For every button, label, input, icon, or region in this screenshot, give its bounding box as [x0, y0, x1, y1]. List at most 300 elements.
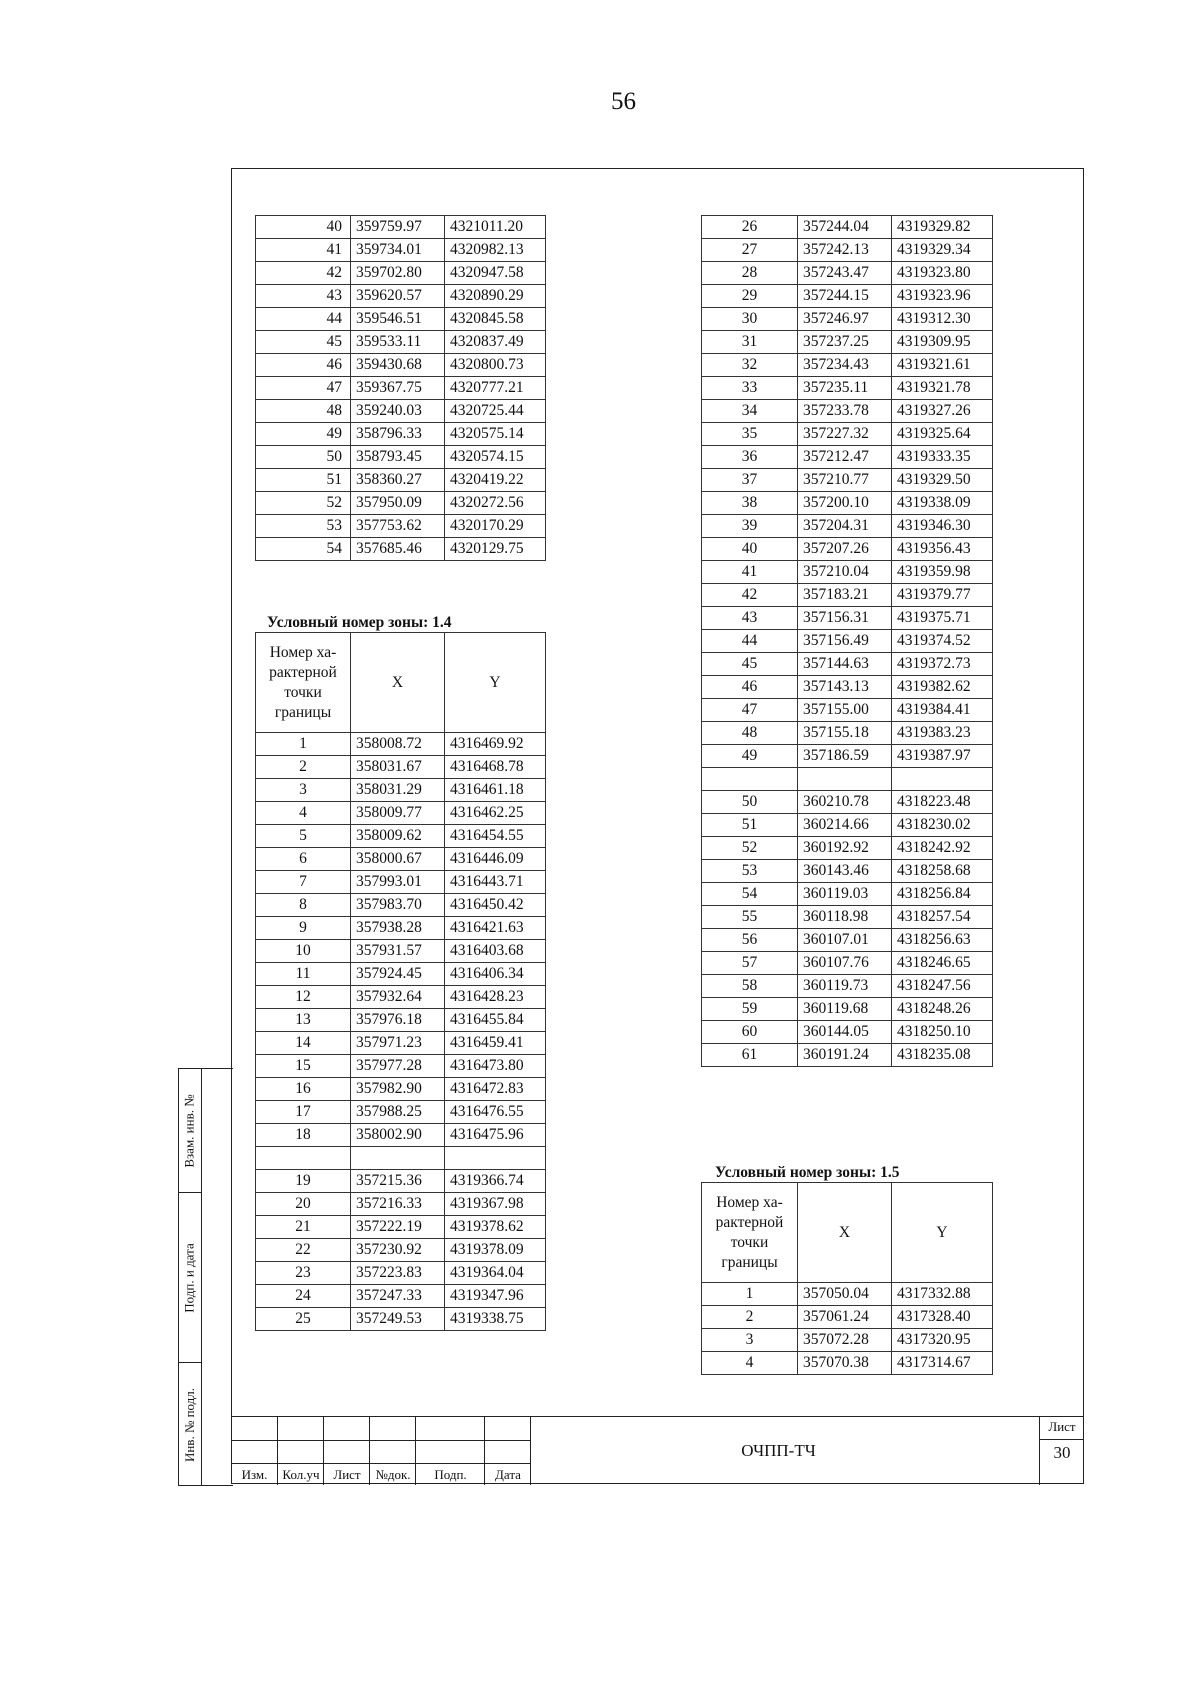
point-number-cell: 49 — [256, 423, 351, 446]
y-coordinate-cell: 4318235.08 — [892, 1044, 993, 1067]
x-coordinate-cell: 357183.21 — [798, 584, 892, 607]
y-coordinate-cell: 4318256.63 — [892, 929, 993, 952]
coordinates-table-right — [701, 215, 993, 1067]
y-coordinate-cell: 4318230.02 — [892, 814, 993, 837]
point-number-cell: 56 — [702, 929, 798, 952]
x-coordinate-cell: 358031.67 — [351, 756, 445, 779]
table-row — [256, 1009, 546, 1032]
y-coordinate-cell: 4320982.13 — [445, 239, 546, 262]
table-row — [256, 1285, 546, 1308]
sheet-number: 30 — [1053, 1443, 1071, 1462]
table-row — [702, 1352, 993, 1375]
x-coordinate-cell: 357993.01 — [351, 871, 445, 894]
tb-col-data: Дата — [485, 1417, 531, 1485]
zone-1-4-title: Условный номер зоны: 1.4 — [267, 614, 452, 631]
x-coordinate-cell: 357210.04 — [798, 561, 892, 584]
x-coordinate-cell: 357233.78 — [798, 400, 892, 423]
point-number-cell: 60 — [702, 1021, 798, 1044]
point-number-cell: 26 — [702, 216, 798, 239]
table-row — [256, 1032, 546, 1055]
point-number-cell: 40 — [256, 216, 351, 239]
table-row — [702, 469, 993, 492]
y-coordinate-cell: 4316443.71 — [445, 871, 546, 894]
x-coordinate-cell: 357931.57 — [351, 940, 445, 963]
y-coordinate-cell: 4319383.23 — [892, 722, 993, 745]
x-coordinate-cell: 357924.45 — [351, 963, 445, 986]
table-row — [702, 630, 993, 653]
table-row — [256, 262, 546, 285]
table-row — [256, 400, 546, 423]
table-row — [702, 377, 993, 400]
table-row — [256, 469, 546, 492]
point-number-cell: 45 — [256, 331, 351, 354]
x-coordinate-cell — [798, 768, 892, 791]
document-code: ОЧПП-ТЧ — [741, 1441, 816, 1460]
point-number-cell: 2 — [256, 756, 351, 779]
x-coordinate-cell: 357938.28 — [351, 917, 445, 940]
point-number-cell: 27 — [702, 239, 798, 262]
x-coordinate-cell: 357227.32 — [798, 423, 892, 446]
x-coordinate-cell: 357247.33 — [351, 1285, 445, 1308]
table-row — [256, 239, 546, 262]
title-block — [231, 1416, 1084, 1485]
table-row — [702, 676, 993, 699]
point-number-cell: 40 — [702, 538, 798, 561]
y-coordinate-cell: 4316476.55 — [445, 1101, 546, 1124]
table-row — [702, 883, 993, 906]
tb-col-list: Лист — [324, 1417, 370, 1485]
x-coordinate-cell: 360214.66 — [798, 814, 892, 837]
point-number-cell: 34 — [702, 400, 798, 423]
point-number-cell: 54 — [702, 883, 798, 906]
table-row — [256, 1308, 546, 1331]
y-coordinate-cell: 4316472.83 — [445, 1078, 546, 1101]
table-row — [256, 515, 546, 538]
point-number-cell: 46 — [256, 354, 351, 377]
point-number-cell: 61 — [702, 1044, 798, 1067]
x-coordinate-cell: 357207.26 — [798, 538, 892, 561]
y-coordinate-cell: 4319364.04 — [445, 1262, 546, 1285]
table-row — [702, 239, 993, 262]
table-row — [702, 699, 993, 722]
table-row — [256, 492, 546, 515]
x-coordinate-cell — [351, 1147, 445, 1170]
point-number-cell: 21 — [256, 1216, 351, 1239]
point-number-cell: 3 — [702, 1329, 798, 1352]
table-row — [702, 492, 993, 515]
point-number-cell: 36 — [702, 446, 798, 469]
x-coordinate-cell: 357156.49 — [798, 630, 892, 653]
point-number-cell: 42 — [256, 262, 351, 285]
y-coordinate-cell: 4317332.88 — [892, 1283, 993, 1306]
y-coordinate-cell: 4316459.41 — [445, 1032, 546, 1055]
y-coordinate-cell: 4317320.95 — [892, 1329, 993, 1352]
table-row — [256, 354, 546, 377]
x-coordinate-cell: 357072.28 — [798, 1329, 892, 1352]
y-coordinate-cell: 4320947.58 — [445, 262, 546, 285]
y-coordinate-cell: 4316455.84 — [445, 1009, 546, 1032]
point-number-cell: 55 — [702, 906, 798, 929]
x-coordinate-cell: 357143.13 — [798, 676, 892, 699]
x-coordinate-cell: 357246.97 — [798, 308, 892, 331]
x-coordinate-cell: 357234.43 — [798, 354, 892, 377]
side-stamp — [178, 1068, 233, 1486]
tb-col-ndok: №док. — [370, 1417, 416, 1485]
y-coordinate-cell: 4319384.41 — [892, 699, 993, 722]
header-y: Y — [892, 1183, 993, 1283]
table-row — [702, 768, 993, 791]
point-number-cell: 24 — [256, 1285, 351, 1308]
x-coordinate-cell: 357050.04 — [798, 1283, 892, 1306]
table-row — [702, 860, 993, 883]
point-number-cell: 39 — [702, 515, 798, 538]
x-coordinate-cell: 357212.47 — [798, 446, 892, 469]
coordinates-table-left-top — [255, 215, 546, 561]
table-row — [702, 400, 993, 423]
point-number-cell: 47 — [256, 377, 351, 400]
x-coordinate-cell: 359759.97 — [351, 216, 445, 239]
point-number-cell: 51 — [702, 814, 798, 837]
x-coordinate-cell: 359620.57 — [351, 285, 445, 308]
table-row — [702, 1283, 993, 1306]
y-coordinate-cell: 4316446.09 — [445, 848, 546, 871]
x-coordinate-cell: 357982.90 — [351, 1078, 445, 1101]
table-row — [702, 791, 993, 814]
point-number-cell: 3 — [256, 779, 351, 802]
point-number-cell: 1 — [256, 733, 351, 756]
point-number-cell: 52 — [702, 837, 798, 860]
y-coordinate-cell: 4320129.75 — [445, 538, 546, 561]
table-row — [702, 653, 993, 676]
y-coordinate-cell: 4319382.62 — [892, 676, 993, 699]
table-row — [702, 814, 993, 837]
x-coordinate-cell: 357237.25 — [798, 331, 892, 354]
x-coordinate-cell: 360107.76 — [798, 952, 892, 975]
point-number-cell: 47 — [702, 699, 798, 722]
y-coordinate-cell: 4316406.34 — [445, 963, 546, 986]
zone-1-5-title: Условный номер зоны: 1.5 — [715, 1164, 900, 1181]
point-number-cell: 22 — [256, 1239, 351, 1262]
x-coordinate-cell: 357061.24 — [798, 1306, 892, 1329]
y-coordinate-cell: 4320419.22 — [445, 469, 546, 492]
y-coordinate-cell: 4319321.61 — [892, 354, 993, 377]
x-coordinate-cell: 357144.63 — [798, 653, 892, 676]
y-coordinate-cell: 4319338.09 — [892, 492, 993, 515]
table-row — [702, 1021, 993, 1044]
x-coordinate-cell: 359702.80 — [351, 262, 445, 285]
point-number-cell: 12 — [256, 986, 351, 1009]
y-coordinate-cell: 4317328.40 — [892, 1306, 993, 1329]
point-number-cell: 32 — [702, 354, 798, 377]
y-coordinate-cell — [892, 768, 993, 791]
header-x: X — [351, 633, 445, 733]
point-number-cell: 1 — [702, 1283, 798, 1306]
y-coordinate-cell: 4319387.97 — [892, 745, 993, 768]
y-coordinate-cell: 4319372.73 — [892, 653, 993, 676]
x-coordinate-cell: 357244.04 — [798, 216, 892, 239]
table-row — [702, 1044, 993, 1067]
point-number-cell: 14 — [256, 1032, 351, 1055]
point-number-cell: 13 — [256, 1009, 351, 1032]
x-coordinate-cell: 357204.31 — [798, 515, 892, 538]
x-coordinate-cell: 357988.25 — [351, 1101, 445, 1124]
y-coordinate-cell: 4320272.56 — [445, 492, 546, 515]
header-y: Y — [445, 633, 546, 733]
y-coordinate-cell: 4318242.92 — [892, 837, 993, 860]
table-row — [702, 446, 993, 469]
y-coordinate-cell: 4320837.49 — [445, 331, 546, 354]
table-row — [256, 446, 546, 469]
y-coordinate-cell: 4316468.78 — [445, 756, 546, 779]
x-coordinate-cell: 360143.46 — [798, 860, 892, 883]
x-coordinate-cell: 360107.01 — [798, 929, 892, 952]
y-coordinate-cell: 4319346.30 — [892, 515, 993, 538]
y-coordinate-cell: 4320170.29 — [445, 515, 546, 538]
table-row — [702, 929, 993, 952]
x-coordinate-cell: 360210.78 — [798, 791, 892, 814]
point-number-cell: 42 — [702, 584, 798, 607]
x-coordinate-cell: 357983.70 — [351, 894, 445, 917]
page-number: 56 — [611, 88, 636, 115]
x-coordinate-cell: 357753.62 — [351, 515, 445, 538]
y-coordinate-cell: 4319312.30 — [892, 308, 993, 331]
y-coordinate-cell: 4319347.96 — [445, 1285, 546, 1308]
table-row — [256, 917, 546, 940]
point-number-cell — [702, 768, 798, 791]
table-row — [256, 756, 546, 779]
point-number-cell: 5 — [256, 825, 351, 848]
point-number-cell: 58 — [702, 975, 798, 998]
x-coordinate-cell: 358009.77 — [351, 802, 445, 825]
x-coordinate-cell: 357977.28 — [351, 1055, 445, 1078]
header-point-number: Номер ха- рактерной точки границы — [256, 633, 351, 733]
x-coordinate-cell: 360119.03 — [798, 883, 892, 906]
point-number-cell — [256, 1147, 351, 1170]
y-coordinate-cell: 4316462.25 — [445, 802, 546, 825]
table-row — [702, 975, 993, 998]
point-number-cell: 44 — [702, 630, 798, 653]
x-coordinate-cell: 357242.13 — [798, 239, 892, 262]
table-row — [702, 515, 993, 538]
sheet-label: Лист — [1040, 1419, 1084, 1440]
y-coordinate-cell: 4320725.44 — [445, 400, 546, 423]
point-number-cell: 31 — [702, 331, 798, 354]
point-number-cell: 4 — [702, 1352, 798, 1375]
x-coordinate-cell: 357155.18 — [798, 722, 892, 745]
table-row — [256, 963, 546, 986]
point-number-cell: 45 — [702, 653, 798, 676]
x-coordinate-cell: 358002.90 — [351, 1124, 445, 1147]
y-coordinate-cell: 4320575.14 — [445, 423, 546, 446]
y-coordinate-cell: 4319329.82 — [892, 216, 993, 239]
y-coordinate-cell: 4319327.26 — [892, 400, 993, 423]
point-number-cell: 52 — [256, 492, 351, 515]
x-coordinate-cell: 359546.51 — [351, 308, 445, 331]
y-coordinate-cell: 4318258.68 — [892, 860, 993, 883]
x-coordinate-cell: 360119.68 — [798, 998, 892, 1021]
x-coordinate-cell: 358000.67 — [351, 848, 445, 871]
point-number-cell: 20 — [256, 1193, 351, 1216]
table-row — [256, 1193, 546, 1216]
y-coordinate-cell: 4318223.48 — [892, 791, 993, 814]
x-coordinate-cell: 357222.19 — [351, 1216, 445, 1239]
table-row — [702, 538, 993, 561]
x-coordinate-cell: 360144.05 — [798, 1021, 892, 1044]
header-x: X — [798, 1183, 892, 1283]
y-coordinate-cell: 4318248.26 — [892, 998, 993, 1021]
stamp-label-vzam: Взам. инв. № — [182, 1094, 198, 1168]
x-coordinate-cell: 357216.33 — [351, 1193, 445, 1216]
stamp-label-inv: Инв. № подл. — [182, 1387, 198, 1463]
table-row — [702, 331, 993, 354]
y-coordinate-cell: 4321011.20 — [445, 216, 546, 239]
table-header-row — [256, 633, 546, 733]
table-row — [256, 285, 546, 308]
x-coordinate-cell: 358008.72 — [351, 733, 445, 756]
y-coordinate-cell — [445, 1147, 546, 1170]
table-row — [702, 906, 993, 929]
y-coordinate-cell: 4316469.92 — [445, 733, 546, 756]
point-number-cell: 48 — [256, 400, 351, 423]
point-number-cell: 15 — [256, 1055, 351, 1078]
x-coordinate-cell: 358009.62 — [351, 825, 445, 848]
y-coordinate-cell: 4320800.73 — [445, 354, 546, 377]
point-number-cell: 46 — [702, 676, 798, 699]
table-row — [702, 262, 993, 285]
y-coordinate-cell: 4319309.95 — [892, 331, 993, 354]
table-row — [702, 354, 993, 377]
x-coordinate-cell: 357249.53 — [351, 1308, 445, 1331]
y-coordinate-cell: 4319329.50 — [892, 469, 993, 492]
sheet-box — [1039, 1417, 1084, 1485]
table-row — [256, 825, 546, 848]
y-coordinate-cell: 4317314.67 — [892, 1352, 993, 1375]
x-coordinate-cell: 359734.01 — [351, 239, 445, 262]
x-coordinate-cell: 360192.92 — [798, 837, 892, 860]
point-number-cell: 41 — [702, 561, 798, 584]
point-number-cell: 49 — [702, 745, 798, 768]
table-row — [702, 1306, 993, 1329]
point-number-cell: 7 — [256, 871, 351, 894]
x-coordinate-cell: 359367.75 — [351, 377, 445, 400]
table-row — [256, 1124, 546, 1147]
table-row — [702, 998, 993, 1021]
point-number-cell: 50 — [702, 791, 798, 814]
x-coordinate-cell: 357685.46 — [351, 538, 445, 561]
header-point-number: Номер ха- рактерной точки границы — [702, 1183, 798, 1283]
table-row — [702, 584, 993, 607]
y-coordinate-cell: 4316428.23 — [445, 986, 546, 1009]
point-number-cell: 37 — [702, 469, 798, 492]
y-coordinate-cell: 4318250.10 — [892, 1021, 993, 1044]
table-row — [256, 779, 546, 802]
table-row — [256, 377, 546, 400]
y-coordinate-cell: 4319356.43 — [892, 538, 993, 561]
table-row — [256, 216, 546, 239]
x-coordinate-cell: 357932.64 — [351, 986, 445, 1009]
point-number-cell: 30 — [702, 308, 798, 331]
table-row — [256, 331, 546, 354]
y-coordinate-cell: 4318246.65 — [892, 952, 993, 975]
point-number-cell: 59 — [702, 998, 798, 1021]
y-coordinate-cell: 4319375.71 — [892, 607, 993, 630]
x-coordinate-cell: 357950.09 — [351, 492, 445, 515]
table-row — [702, 745, 993, 768]
y-coordinate-cell: 4316421.63 — [445, 917, 546, 940]
point-number-cell: 43 — [256, 285, 351, 308]
table-row — [702, 285, 993, 308]
table-row — [256, 1055, 546, 1078]
y-coordinate-cell: 4318257.54 — [892, 906, 993, 929]
point-number-cell: 35 — [702, 423, 798, 446]
y-coordinate-cell: 4318247.56 — [892, 975, 993, 998]
point-number-cell: 41 — [256, 239, 351, 262]
x-coordinate-cell: 357186.59 — [798, 745, 892, 768]
y-coordinate-cell: 4319359.98 — [892, 561, 993, 584]
y-coordinate-cell: 4319333.35 — [892, 446, 993, 469]
point-number-cell: 48 — [702, 722, 798, 745]
table-header-row — [702, 1183, 993, 1283]
table-row — [702, 561, 993, 584]
x-coordinate-cell: 357070.38 — [798, 1352, 892, 1375]
y-coordinate-cell: 4316475.96 — [445, 1124, 546, 1147]
point-number-cell: 4 — [256, 802, 351, 825]
x-coordinate-cell: 359533.11 — [351, 331, 445, 354]
point-number-cell: 44 — [256, 308, 351, 331]
point-number-cell: 23 — [256, 1262, 351, 1285]
point-number-cell: 54 — [256, 538, 351, 561]
point-number-cell: 6 — [256, 848, 351, 871]
tb-col-izm: Изм. — [231, 1417, 278, 1485]
y-coordinate-cell: 4319379.77 — [892, 584, 993, 607]
y-coordinate-cell: 4319338.75 — [445, 1308, 546, 1331]
y-coordinate-cell: 4319323.96 — [892, 285, 993, 308]
table-row — [256, 423, 546, 446]
x-coordinate-cell: 357235.11 — [798, 377, 892, 400]
point-number-cell: 17 — [256, 1101, 351, 1124]
table-row — [702, 837, 993, 860]
x-coordinate-cell: 357156.31 — [798, 607, 892, 630]
table-row — [256, 940, 546, 963]
table-row — [256, 1101, 546, 1124]
y-coordinate-cell: 4316450.42 — [445, 894, 546, 917]
point-number-cell: 11 — [256, 963, 351, 986]
y-coordinate-cell: 4316473.80 — [445, 1055, 546, 1078]
x-coordinate-cell: 357976.18 — [351, 1009, 445, 1032]
x-coordinate-cell: 357200.10 — [798, 492, 892, 515]
x-coordinate-cell: 359240.03 — [351, 400, 445, 423]
y-coordinate-cell: 4319378.09 — [445, 1239, 546, 1262]
y-coordinate-cell: 4319325.64 — [892, 423, 993, 446]
table-row — [256, 1216, 546, 1239]
x-coordinate-cell: 357210.77 — [798, 469, 892, 492]
x-coordinate-cell: 360191.24 — [798, 1044, 892, 1067]
point-number-cell: 33 — [702, 377, 798, 400]
point-number-cell: 19 — [256, 1170, 351, 1193]
x-coordinate-cell: 357215.36 — [351, 1170, 445, 1193]
x-coordinate-cell: 358031.29 — [351, 779, 445, 802]
y-coordinate-cell: 4316461.18 — [445, 779, 546, 802]
table-row — [256, 538, 546, 561]
table-row — [702, 1329, 993, 1352]
point-number-cell: 25 — [256, 1308, 351, 1331]
y-coordinate-cell: 4319321.78 — [892, 377, 993, 400]
table-row — [702, 423, 993, 446]
x-coordinate-cell: 357223.83 — [351, 1262, 445, 1285]
y-coordinate-cell: 4319378.62 — [445, 1216, 546, 1239]
point-number-cell: 2 — [702, 1306, 798, 1329]
y-coordinate-cell: 4320845.58 — [445, 308, 546, 331]
